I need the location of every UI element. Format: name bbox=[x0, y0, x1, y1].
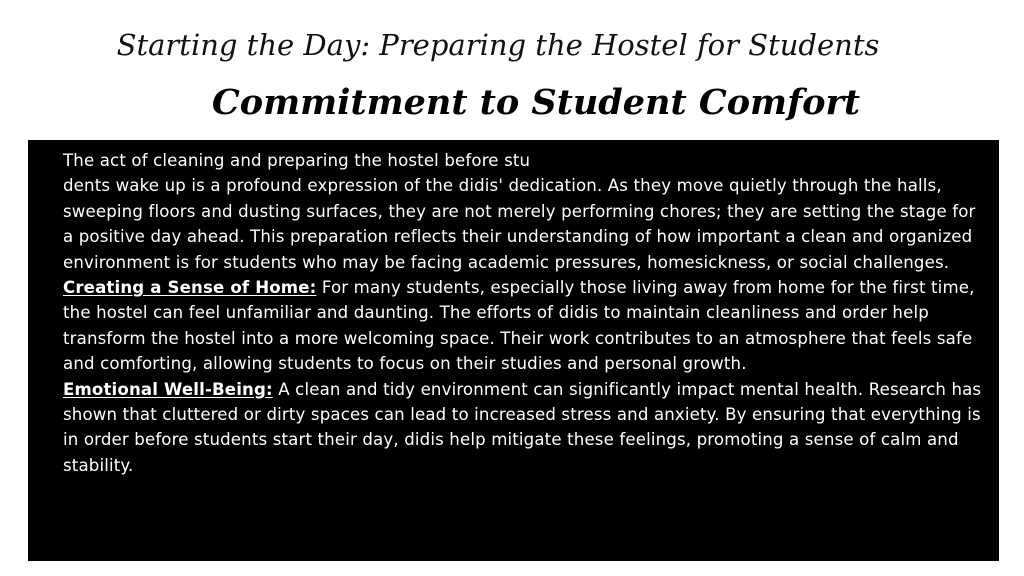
section-heading-wellbeing: Emotional Well-Being: bbox=[63, 379, 273, 399]
section-body-wellbeing: A clean and tidy environment can significantly impact mental health. Research has shown that cluttered or dirty spaces can lead to increased stress and anxiety. By ensuring that everything is in order before students start their day, didis help mitigate these feelings, promoting a sense of calm and stability. bbox=[63, 379, 982, 475]
content-text bbox=[63, 148, 988, 478]
slide-subtitle: Starting the Day: Preparing the Hostel for Students bbox=[116, 28, 880, 62]
section-body-home: For many students, especially those living away from home for the first time, the hostel can feel unfamiliar and daunting. The efforts of didis to maintain cleanliness and order help transform the hostel into a more welcoming space. Their work contributes to an atmosphere that feels safe and comforting, allowing students to focus on their studies and personal growth. bbox=[63, 278, 975, 374]
slide-title: Commitment to Student Comfort bbox=[211, 82, 861, 123]
intro-line-2: dents wake up is a profound expression of the didis' dedication. As they move quietly through the halls, sweeping floors and dusting surfaces, they are not merely performing chores; they are setting the stage for a positive day ahead. This preparation reflects their understanding of how important a clean and organized environment is for students who may be facing academic pressures, homesickness, or social challenges. bbox=[63, 176, 976, 272]
section-home bbox=[63, 275, 988, 377]
intro-paragraph bbox=[63, 148, 988, 275]
section-heading-home: Creating a Sense of Home: bbox=[63, 278, 317, 298]
section-wellbeing bbox=[63, 377, 988, 479]
content-panel bbox=[28, 140, 999, 561]
intro-line-1: The act of cleaning and preparing the hostel before stu bbox=[63, 151, 531, 170]
